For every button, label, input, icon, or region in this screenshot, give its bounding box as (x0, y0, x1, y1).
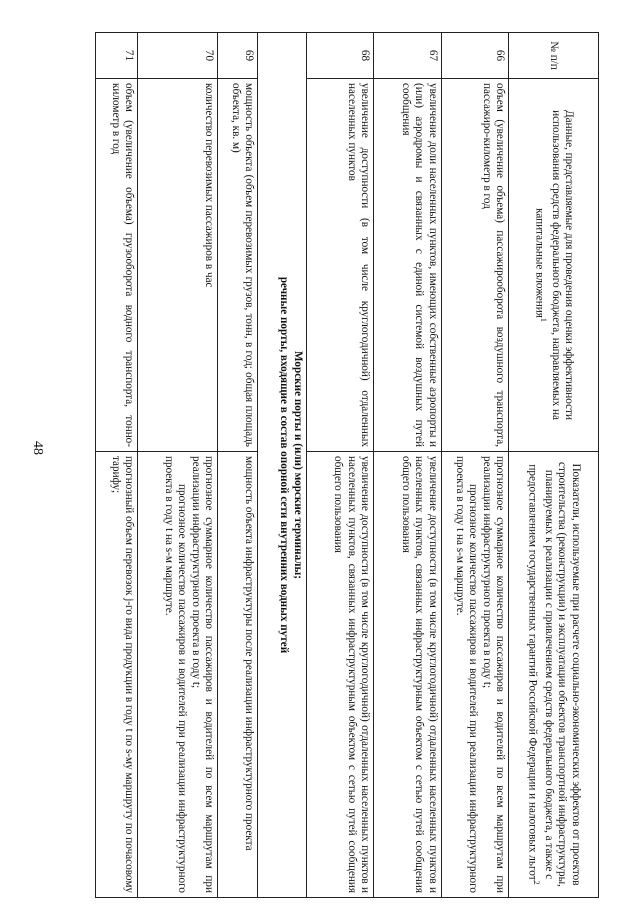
row-data: увеличение доли населенных пунктов, имеющих собственные аэропорты и (или) аэродромы и связанных с единой системой воздушных путей сообщения (374, 79, 441, 452)
rotated-table-container (95, 32, 599, 897)
table-row (138, 33, 218, 898)
row-data: количество перевозимых пассажиров в час (138, 79, 218, 452)
row-indicators: прогнозный объем перевозок j-го вида продукции в году t по s-му маршруту по почасовому тарифу; (96, 452, 138, 898)
row-data: увеличение доступности (в том числе круглогодичной) отдаленных населенных пунктов (306, 79, 373, 452)
row-indicators: увеличение доступности (в том числе круглогодичной) отдаленных населенных пунктов и населенных пунктов, связанных инфраструктурным объектом с сетью путей сообщения общего пользования (306, 452, 373, 898)
row-number: 68 (306, 33, 373, 79)
table-row (306, 33, 373, 898)
row-number: 69 (218, 33, 258, 79)
table-row (374, 33, 441, 898)
row-data: мощность объекта (объем перевозимых грузов, тонн, в год; общая площадь объекта, кв. м) (218, 79, 258, 452)
section-row (258, 33, 306, 898)
indicators-table (95, 32, 599, 898)
header-indicators: Показатели, используемые при расчете социально-экономических эффектов от проектов строительства (реконструкции) и эксплуатации объектов транспортной инфраструктуры, планируемых к реализации с привлечением средств федерального бюджета, а также с предоставлением государственных гарантий Российской Федерации и налоговых льгот$^2$ (509, 452, 599, 898)
row-indicators: прогнозное суммарное количество пассажиров и водителей по всем маршрутам при реализации инфраструктурного проекта в году t; прогнозное количество пассажиров и водителей при реализации инфраструктурного проекта в году t на s-м маршруте. (441, 452, 508, 898)
row-indicators: увеличение доступности (в том числе круглогодичной) отдаленных населенных пунктов и населенных пунктов, связанных инфраструктурным объектом с сетью путей сообщения общего пользования (374, 452, 441, 898)
section-title: Морские порты и (или) морские терминалы; речные порты, входящие в состав опорной сети внутренних водных путей (258, 33, 306, 898)
table-header-row (509, 33, 599, 898)
row-number: 71 (96, 33, 138, 79)
table-row (96, 33, 138, 898)
header-data: Данные, представляемые для проведения оценки эффективности использования средств федерального бюджета, направляемых на капитальные вложения$^1$ (509, 79, 599, 452)
row-data: объем (увеличение объема) пассажирооборота воздушного транспорта, пассажиро-километр в год (441, 79, 508, 452)
page-number: 48 (30, 441, 45, 455)
row-indicators: прогнозное суммарное количество пассажиров и водителей по всем маршрутам при реализации инфраструктурного проекта в году t; прогнозное количество пассажиров и водителей при реализации инфраструктурного проекта в году t на s-м маршруте. (138, 452, 218, 898)
row-indicators: мощность объекта инфраструктуры после реализации инфраструктурного проекта (218, 452, 258, 898)
table-row (441, 33, 508, 898)
header-number: № п/п (509, 33, 599, 79)
row-data: объем (увеличение объема) грузооборота водного транспорта, тонно-километр в год (96, 79, 138, 452)
row-number: 67 (374, 33, 441, 79)
table-row (218, 33, 258, 898)
row-number: 66 (441, 33, 508, 79)
row-number: 70 (138, 33, 218, 79)
